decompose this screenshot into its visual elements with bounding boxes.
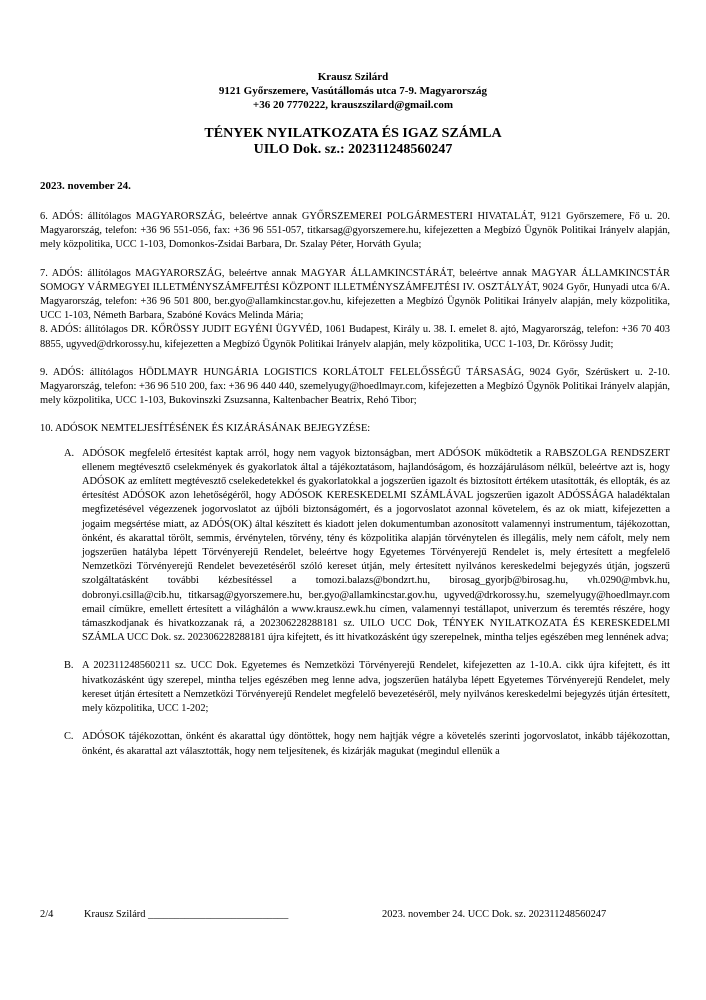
footer-signature-line: Krausz Szilárd ___________________________ bbox=[84, 909, 289, 920]
document-title bbox=[0, 126, 706, 158]
paragraph-debtor-7: 7. ADÓS: állítólagos MAGYARORSZÁG, beleértve annak MAGYAR ÁLLAMKINCSTÁRÁT, beleértve annak MAGYAR ÁLLAMKINCSTÁR SOMOGY VÁRMEGYEI ILLETMÉNYSZÁMFEJTÉSI KÖZPONT ILLETMÉNYSZÁMFEJTÉSI IV. OSZTÁLYÁT, 9024 Győr, Hunyadi utca 6/A. Magyarország, telefon: +36 96 501 800, ber.gyo@allamkincstar.gov.hu, kifejezetten a Megbízó Ügynök Politikai Irányelv alapján, mely közpolitika, UCC 1-103, Németh Barbara, Szabóné Kovács Melinda Mária; bbox=[40, 267, 670, 322]
document-body bbox=[40, 210, 670, 773]
paragraph-debtor-6: 6. ADÓS: állítólagos MAGYARORSZÁG, beleértve annak GYŐRSZEMEREI POLGÁRMESTERI HIVATALÁT, 9121 Győrszemere, Fő u. 20. Magyarország, telefon: +36 96 551-056, fax: +36 96 551-057, titkarsag@gyorszemere.hu, kifejezetten a Megbízó Ügynök Politikai Irányelv alapján, mely közpolitika, UCC 1-103, Domonkos-Zsidai Barbara, Dr. Szalay Péter, Horváth Gyula; bbox=[40, 211, 670, 251]
list-item-letter: B. bbox=[64, 660, 74, 672]
title-line-2: UILO Dok. sz.: 202311248560247 bbox=[253, 142, 453, 157]
document-date: 2023. november 24. bbox=[40, 180, 131, 192]
footer-document-ref: 2023. november 24. UCC Dok. sz. 202311248560247 bbox=[382, 909, 607, 920]
list-item-letter: A. bbox=[64, 447, 75, 459]
list-item bbox=[40, 659, 670, 716]
list-item bbox=[40, 447, 670, 646]
list-item bbox=[40, 730, 670, 758]
section-10-list bbox=[40, 447, 670, 759]
title-line-1: TÉNYEK NYILATKOZATA ÉS IGAZ SZÁMLA bbox=[204, 126, 502, 141]
paragraph-debtor-8: 8. ADÓS: állítólagos DR. KŐRÖSSY JUDIT EGYÉNI ÜGYVÉD, 1061 Budapest, Király u. 38. I. emelet 8. ajtó, Magyarország, telefon: +36 70 403 8855, ugyved@drkorossy.hu, kifejezetten a Megbízó Ügynök Politikai Irányelv alapján, mely közpolitika, UCC 1-103, Dr. Kőrössy Judit; bbox=[40, 324, 670, 350]
list-item-text: ADÓSOK tájékozottan, önként és akarattal úgy döntöttek, hogy nem hajtják végre a követelés szerinti jogorvoslatot, inkább tájékozottan, önként, és akarattal azt választották, hogy nem teljesítenek, és kizárják magukat (megindul ellenük a bbox=[82, 731, 670, 757]
list-item-text: ADÓSOK megfelelő értesítést kaptak arról, hogy nem vagyok biztonságban, mert ADÓSOK működtetik a RABSZOLGA RENDSZERT ellenem megtévesztő cselekmények és gyakorlatok által a tájékoztatásom, hajlandóságom, és hozzájárulásom nélkül, beleértve azt is, hogy ADÓSOK az említett megtévesztő cselekedetekkel és gyakorlatokkal a jogszerűen igazolt és biztosított értékem utasították, és ellopták, és az értesítést ADÓSOK azon lehetőségéről, hogy ADÓSOK KERESKEDELMI SZÁMLÁVAL jogszerűen igazolt ADÓSSÁGA haladéktalan megfizetésével végezzenek jogorvoslatot az újbóli biztonságomért, és a jogorvoslatot azonnal követelem, és az ok miatt, kifejezetten a jogaim megsértése miatt, az ADÓS(OK) által készített és kiadott jelen dokumentumban azonosított valamennyi instrumentum, tájékozottan, önként, és akarattal törölt, semmis, érvénytelen, törvény, tény és közpolitika alapján törvénytelen és illegális, mely nem cáfolt, mely nem jogszerűen hatályba lépett Törvényerejű Rendelet, beleértve hogy Egyetemes Törvényerejű Rendelet is, mely értesített a megfelelő Nemzetközi Törvényerejű Rendelet bevezetéséről szóló kereset útján, mely értesített nyilvános kereskedelmi bejegyzés útján, jogszerű szolgáltatásként további kézbesítéssel a tomozi.balazs@bondzrt.hu, birosag_gyorjb@birosag.hu, vh.0290@mbvk.hu, dobronyi.csilla@cib.hu, titkarsag@gyorszemere.hu, ber.gyo@allamkincstar.gov.hu, ugyved@drkorossy.hu, szemelyugy@hoedlmayr.com email címükre, emellett értesített a világhálón a www.krausz.ewk.hu címen, valamennyi testállapot, univerzum és teremtés részére, hogy támaszkodjanak és hivatkozzanak rá, a 202306228288181 sz. UILO UCC Dok, TÉNYEK NYILATKOZATA ÉS KERESKEDELMI SZÁMLA UCC Dok. sz. 202306228288181 újra kifejtett, és itt hivatkozásként úgy szerepelnek, mintha teljes egészében meg lennének adva; bbox=[82, 447, 670, 644]
sender-header bbox=[0, 70, 706, 112]
list-item-letter: C. bbox=[64, 731, 74, 743]
sender-address: 9121 Győrszemere, Vasútállomás utca 7-9. Magyarország bbox=[218, 85, 488, 97]
sender-name: Krausz Szilárd bbox=[317, 71, 389, 83]
paragraph-section-10: 10. ADÓSOK NEMTELJESÍTÉSÉNEK ÉS KIZÁRÁSÁNAK BEJEGYZÉSE: bbox=[40, 423, 371, 435]
list-item-text: A 202311248560211 sz. UCC Dok. Egyetemes és Nemzetközi Törvényerejű Rendelet, kifejezetten az 1-10.A. cikk újra kifejtett, és itt hivatkozásként úgy szerepel, mintha teljes egészében meg lenne adva, jogszerűen hatályba lépett Egyetemes Törvényerejű Rendelet, mely kereset útján értesített a Nemzetközi Törvényerejű Rendelet megfelelő bevezetéséről, mely nyilvános kereskedelmi bejegyzés útján értesített, mely közpolitika, UCC 1-202; bbox=[82, 660, 670, 715]
paragraph-debtor-9: 9. ADÓS: állítólagos HÖDLMAYR HUNGÁRIA LOGISTICS KORLÁTOLT FELELŐSSÉGŰ TÁRSASÁG, 9024 Győr, Szérűskert u. 2-10. Magyarország, telefon: +36 96 510 200, fax: +36 96 440 440, szemelyugy@hoedlmayr.com, kifejezetten a Megbízó Ügynök Politikai Irányelv alapján, mely közpolitika, UCC 1-103, Bukovinszki Zsuzsanna, Kaltenbacher Beatrix, Rehó Tibor; bbox=[40, 366, 670, 407]
sender-contact: +36 20 7770222, krauszszilard@gmail.com bbox=[252, 99, 454, 111]
page-number: 2/4 bbox=[40, 909, 54, 920]
